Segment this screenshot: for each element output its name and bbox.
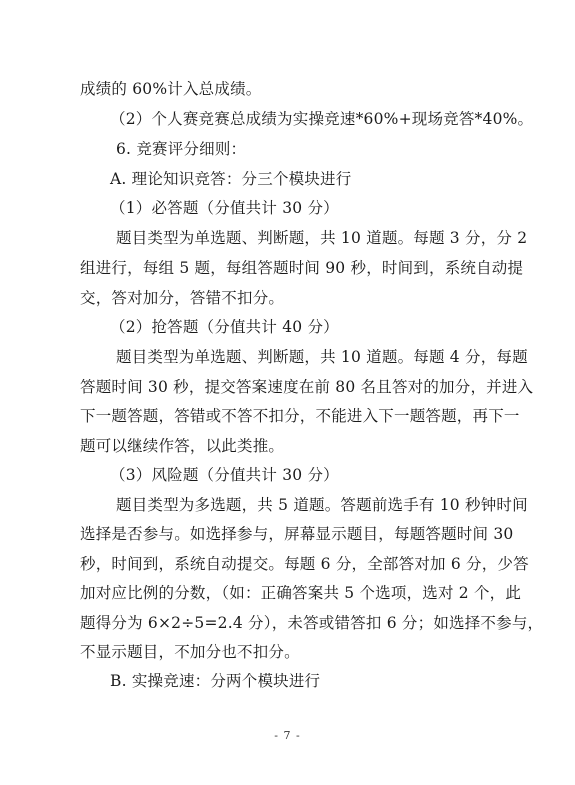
text-line: 选择是否参与。如选择参与，屏幕显示题目，每题答题时间 30: [80, 525, 514, 543]
text-line-score-60: 成绩的 60%计入总成绩。: [80, 80, 262, 98]
subheading-risk-questions: （3）风险题（分值共计 30 分）: [110, 466, 339, 484]
text-line: 题目类型为多选题，共 5 道题。答题前选手有 10 秒钟时间: [116, 496, 528, 514]
text-line: 交，答对加分，答错不扣分。: [80, 289, 285, 307]
text-line: 答题时间 30 秒，提交答案速度在前 80 名且答对的加分，并进入: [80, 378, 534, 396]
text-line: 秒，时间到，系统自动提交。每题 6 分，全部答对加 6 分，少答: [80, 555, 529, 573]
page-number: - 7 -: [274, 729, 301, 742]
text-line: 题得分为 6×2÷5=2.4 分），未答或错答扣 6 分；如选择不参与，: [80, 614, 544, 632]
text-line: 加对应比例的分数，（如：正确答案共 5 个选项，选对 2 个，此: [80, 584, 522, 602]
text-line: 题目类型为单选题、判断题，共 10 道题。每题 3 分，分 2: [116, 229, 528, 247]
text-line: 不显示题目，不加分也不扣分。: [80, 643, 300, 661]
subheading-buzzer-questions: （2）抢答题（分值共计 40 分）: [110, 318, 339, 336]
subheading-required-questions: （1）必答题（分值共计 30 分）: [110, 199, 339, 217]
section-heading-practical-speed: B. 实操竞速：分两个模块进行: [110, 672, 321, 690]
section-heading-scoring-rules: 6. 竞赛评分细则：: [116, 140, 247, 158]
text-line: 下一题答题，答错或不答不扣分，不能进入下一题答题，再下一: [80, 407, 520, 425]
text-line: 题可以继续作答，以此类推。: [80, 437, 285, 455]
text-line: 组进行，每组 5 题，每组答题时间 90 秒，时间到，系统自动提: [80, 259, 524, 277]
text-line: 题目类型为单选题、判断题，共 10 道题。每题 4 分，每题: [116, 348, 528, 366]
text-line-individual-total: （2）个人赛竞赛总成绩为实操竞速*60%+现场竞答*40%。: [110, 110, 534, 128]
section-heading-theory-quiz: A. 理论知识竞答：分三个模块进行: [110, 170, 352, 188]
